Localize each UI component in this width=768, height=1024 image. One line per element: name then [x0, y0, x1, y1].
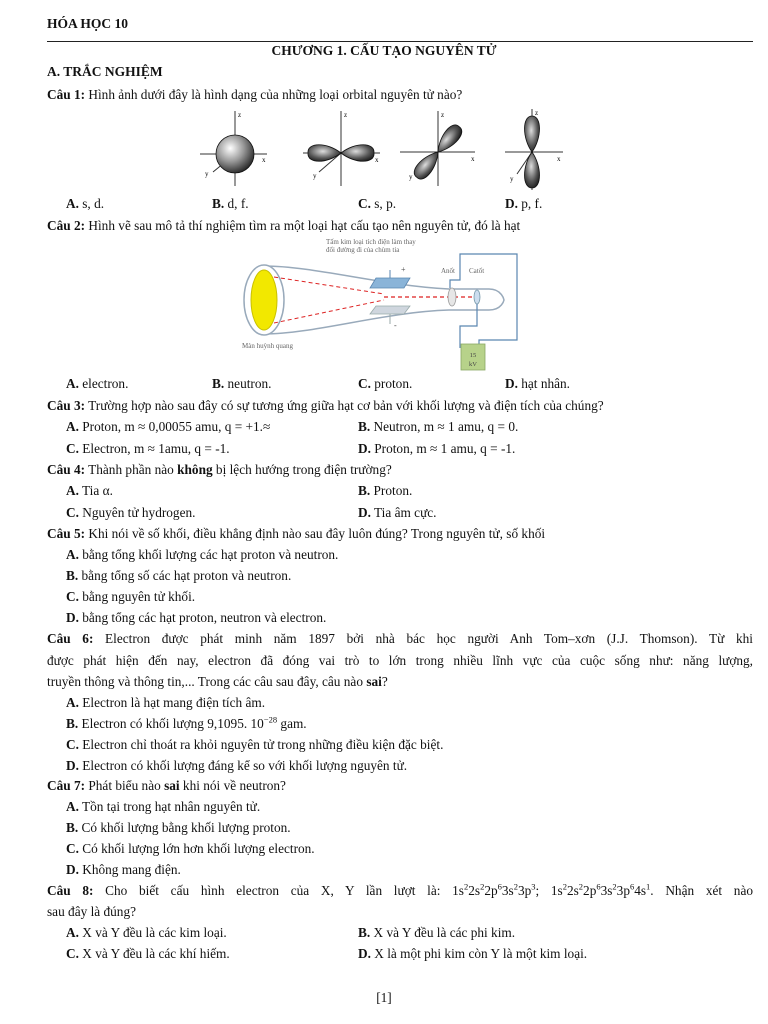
option-letter: D.	[358, 946, 371, 961]
option-letter: B.	[66, 716, 79, 731]
option-text: neutron.	[224, 376, 272, 391]
option-text: Có khối lượng lớn hơn khối lượng electron.	[78, 841, 315, 856]
question-text: Khi nói về số khối, điều khẳng định nào sau đây luôn đúng? Trong nguyên tử, số khối	[85, 526, 546, 541]
option-text: bằng tổng khối lượng các hạt proton và neutron.	[78, 547, 339, 562]
q1-option-d[interactable]	[505, 195, 542, 213]
q6-option-b[interactable]	[66, 715, 307, 733]
q2-option-d[interactable]	[505, 375, 570, 393]
question-text: Hình ảnh dưới đây là hình dạng của những loại orbital nguyên tử nào?	[85, 87, 463, 102]
option-text: X và Y đều là các phi kim.	[370, 925, 516, 940]
option-letter: C.	[66, 441, 79, 456]
question-label: Câu 1:	[47, 87, 86, 102]
axis-x-label: x	[471, 155, 475, 163]
axis-y-label: y	[510, 175, 514, 183]
option-letter: D.	[358, 505, 371, 520]
question-8-line2	[47, 903, 753, 921]
option-letter: D.	[66, 758, 79, 773]
option-letter: B.	[358, 419, 371, 434]
option-text: Tia α.	[78, 483, 113, 498]
question-6-line2	[47, 652, 753, 670]
question-emphasis: sai	[366, 674, 382, 689]
q7-option-c[interactable]	[66, 840, 315, 858]
q3-option-c[interactable]	[66, 440, 230, 458]
charged-plate-bottom	[370, 306, 410, 314]
option-letter: C.	[358, 376, 371, 391]
option-text: Tồn tại trong hạt nhân nguyên tử.	[78, 799, 261, 814]
option-letter: C.	[66, 841, 79, 856]
axis-z-label: z	[535, 109, 539, 117]
question-emphasis: sai	[164, 778, 180, 793]
question-text: Trường hợp nào sau đây có sự tương ứng giữa hạt cơ bản với khối lượng và điện tích của chúng?	[85, 398, 604, 413]
option-letter: B.	[66, 568, 79, 583]
q1-option-c[interactable]	[358, 195, 396, 213]
option-text: Proton, m ≈ 1 amu, q = -1.	[370, 441, 516, 456]
option-text: X là một phi kim còn Y là một kim loại.	[370, 946, 588, 961]
svg-text:+: +	[401, 265, 406, 274]
question-text: ?	[381, 674, 388, 689]
option-text: Không mang điện.	[78, 862, 181, 877]
power-label-value: 15	[469, 352, 477, 359]
option-letter: D.	[505, 196, 518, 211]
option-text: Có khối lượng bằng khối lượng proton.	[78, 820, 291, 835]
option-text: s, d.	[78, 196, 105, 211]
option-text: s, p.	[370, 196, 397, 211]
anode	[448, 288, 456, 306]
option-letter: C.	[66, 589, 79, 604]
option-text: X và Y đều là các khí hiếm.	[78, 946, 230, 961]
option-letter: C.	[66, 737, 79, 752]
q6-option-a[interactable]	[66, 694, 265, 712]
q8-option-c[interactable]	[66, 945, 230, 963]
q1-option-b[interactable]	[212, 195, 249, 213]
q7-option-d[interactable]	[66, 861, 181, 879]
s-orbital	[200, 111, 267, 186]
header-rule	[47, 41, 753, 42]
q6-option-c[interactable]	[66, 736, 443, 754]
option-text: Electron là hạt mang điện tích âm.	[78, 695, 266, 710]
q5-option-a[interactable]	[66, 546, 338, 564]
option-letter: A.	[66, 925, 79, 940]
option-letter: D.	[66, 610, 79, 625]
axis-z-label: z	[344, 111, 348, 119]
option-letter: A.	[66, 483, 79, 498]
q4-option-b[interactable]	[358, 482, 412, 500]
option-text: d, f.	[224, 196, 249, 211]
q8-option-a[interactable]	[66, 924, 227, 942]
question-label: Câu 6:	[47, 631, 94, 646]
electron-config-x: $1s^22s^22p^63s^23p^3$	[452, 882, 536, 898]
option-text: proton.	[370, 376, 413, 391]
question-text: truyền thông và thông tin,... Trong các câu sau đây, câu nào	[47, 674, 367, 689]
question-label: Câu 3:	[47, 398, 86, 413]
option-letter: B.	[212, 196, 225, 211]
q5-option-c[interactable]	[66, 588, 195, 606]
anode-label: Anốt	[441, 267, 455, 275]
axis-z-label: z	[441, 111, 445, 119]
option-letter: B.	[212, 376, 225, 391]
question-text: Hình vẽ sau mô tả thí nghiệm tìm ra một loại hạt cấu tạo nên nguyên tử, đó là hạt	[85, 218, 521, 233]
question-text: bị lệch hướng trong điện trường?	[212, 462, 392, 477]
q4-option-a[interactable]	[66, 482, 113, 500]
option-letter: A.	[66, 547, 79, 562]
q2-option-b[interactable]	[212, 375, 271, 393]
question-text: Thành phần nào	[85, 462, 178, 477]
section-title: A. TRẮC NGHIỆM	[47, 64, 163, 79]
question-text: Phát biểu nào	[85, 778, 165, 793]
fluorescent-screen	[251, 270, 277, 330]
q5-option-b[interactable]	[66, 567, 291, 585]
q6-option-d[interactable]	[66, 757, 407, 775]
option-text: bằng nguyên tử khối.	[78, 589, 196, 604]
question-3	[47, 397, 753, 415]
p-orbital-vertical	[505, 109, 563, 190]
question-6-line1	[47, 630, 753, 648]
electron-config-y: $1s^22s^22p^63s^23p^64s^1$	[550, 882, 651, 898]
q8-option-d[interactable]	[358, 945, 587, 963]
question-text: khi nói về neutron?	[179, 778, 286, 793]
page-number: [1]	[376, 990, 392, 1005]
cathode-ray-experiment-figure	[234, 236, 530, 372]
option-text: Nguyên tử hydrogen.	[78, 505, 196, 520]
option-text: Electron, m ≈ 1amu, q = -1.	[78, 441, 230, 456]
option-text: Neutron, m ≈ 1 amu, q = 0.	[370, 419, 519, 434]
cathode-label: Catốt	[469, 267, 485, 275]
cathode	[474, 290, 480, 304]
axis-x-label: x	[375, 156, 379, 164]
question-label: Câu 7:	[47, 778, 86, 793]
p-orbital-diagonal	[400, 111, 475, 186]
question-text: sau đây là đúng?	[47, 904, 136, 919]
option-letter: D.	[505, 376, 518, 391]
q2-option-a[interactable]	[66, 375, 128, 393]
option-text: Electron có khối lượng đáng kể so với khối lượng nguyên tử.	[78, 758, 408, 773]
option-letter: A.	[66, 419, 79, 434]
q8-option-b[interactable]	[358, 924, 515, 942]
option-letter: C.	[66, 505, 79, 520]
axis-x-label: x	[262, 156, 266, 164]
question-5	[47, 525, 753, 543]
q3-option-d[interactable]	[358, 440, 515, 458]
option-text: electron.	[78, 376, 129, 391]
option-text: X và Y đều là các kim loại.	[78, 925, 227, 940]
question-4	[47, 461, 753, 479]
question-8-line1: Câu 8: Cho biết cấu hình electron của X, Y lần lượt là: $1s^22s^22p^63s^23p^3$; $1s^22s^22p^63s^23p^64s^1$. Nhận xét nào	[47, 882, 753, 898]
exponent: −28	[263, 714, 278, 725]
question-text: Cho biết cấu hình electron của X, Y lần lượt là:	[93, 883, 453, 898]
p-orbital-horizontal	[303, 111, 380, 186]
plate-caption-line2: đổi đường đi của chùm tia	[326, 246, 400, 254]
screen-label: Màn huỳnh quang	[242, 342, 293, 350]
question-label: Câu 8:	[47, 883, 94, 898]
q2-option-c[interactable]	[358, 375, 412, 393]
option-text: hạt nhân.	[517, 376, 571, 391]
q3-option-a[interactable]	[66, 418, 270, 436]
option-letter: D.	[66, 862, 79, 877]
question-label: Câu 2:	[47, 218, 86, 233]
q7-option-b[interactable]	[66, 819, 291, 837]
axis-z-label: z	[238, 111, 242, 119]
option-text: Proton, m ≈ 0,00055 amu, q = +1.≈	[78, 419, 271, 434]
option-text: Electron có khối lượng 9,1095. 10	[78, 716, 264, 731]
axis-y-label: y	[409, 173, 413, 181]
option-text: bằng tổng số các hạt proton và neutron.	[78, 568, 292, 583]
q7-option-a[interactable]	[66, 798, 260, 816]
option-letter: C.	[358, 196, 371, 211]
q1-option-a[interactable]	[66, 195, 104, 213]
option-letter: A.	[66, 376, 79, 391]
axis-x-label: x	[557, 155, 561, 163]
option-letter: D.	[358, 441, 371, 456]
power-label-unit: kV	[469, 361, 477, 368]
question-emphasis: không	[177, 462, 213, 477]
q5-option-d[interactable]	[66, 609, 326, 627]
option-letter: A.	[66, 695, 79, 710]
question-label: Câu 5:	[47, 526, 86, 541]
plate-caption-line1: Tấm kim loại tích điện làm thay	[326, 238, 416, 246]
option-letter: C.	[66, 946, 79, 961]
option-letter: A.	[66, 196, 79, 211]
option-text: gam.	[277, 716, 307, 731]
option-letter: B.	[66, 820, 79, 835]
question-label: Câu 4:	[47, 462, 86, 477]
option-text: Electron chỉ thoát ra khỏi nguyên tử trong những điều kiện đặc biệt.	[78, 737, 444, 752]
question-2	[47, 217, 753, 235]
option-letter: A.	[66, 799, 79, 814]
option-text: bằng tổng các hạt proton, neutron và electron.	[78, 610, 327, 625]
option-letter: B.	[358, 483, 371, 498]
option-text: p, f.	[517, 196, 543, 211]
q4-option-c[interactable]	[66, 504, 195, 522]
question-text: được phát hiện đến nay, electron đã đóng vai trò to lớn trong nhiều lĩnh vực của cuộc sống như: năng lượng,	[47, 653, 753, 668]
question-1	[47, 86, 753, 104]
chapter-title: CHƯƠNG 1. CẤU TẠO NGUYÊN TỬ	[271, 43, 497, 58]
question-text: Electron được phát minh năm 1897 bởi nhà bác học người Anh Tom–xơn (J.J. Thomson). Từ khi	[93, 631, 753, 646]
svg-text:-: -	[394, 321, 397, 330]
question-6-line3	[47, 673, 753, 691]
axis-y-label: y	[313, 172, 317, 180]
orbital-shapes-figure	[195, 106, 565, 194]
option-text: Tia âm cực.	[370, 505, 437, 520]
header-subject: HÓA HỌC 10	[47, 16, 129, 31]
option-letter: B.	[358, 925, 371, 940]
option-text: Proton.	[370, 483, 413, 498]
question-7	[47, 777, 753, 795]
axis-y-label: y	[205, 170, 209, 178]
q3-option-b[interactable]	[358, 418, 518, 436]
q4-option-d[interactable]	[358, 504, 437, 522]
charged-plate-top	[370, 278, 410, 288]
